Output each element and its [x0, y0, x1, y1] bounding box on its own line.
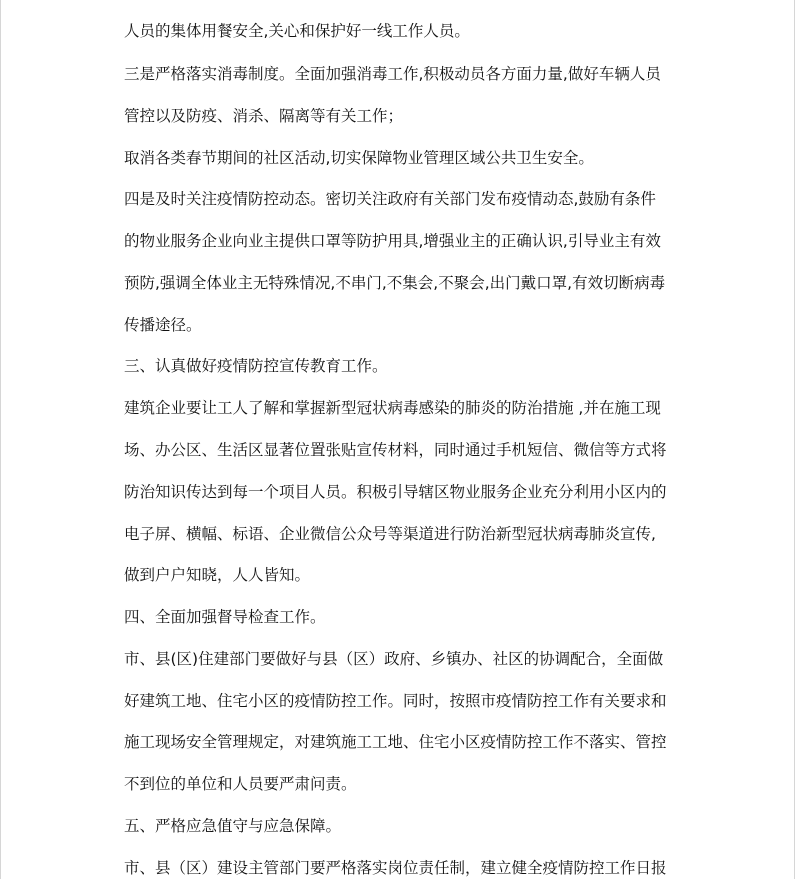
- text-line: 管控以及防疫、消杀、隔离等有关工作；: [124, 107, 404, 125]
- text-line: 预防,强调全体业主无特殊情况,不串门,不集会,不聚会,出门戴口罩,有效切断病毒: [124, 274, 666, 292]
- text-line: 不到位的单位和人员要严肃问责。: [124, 775, 357, 793]
- text-line: 场、办公区、生活区显著位置张贴宣传材料，同时通过手机短信、微信等方式将: [124, 441, 667, 459]
- section-heading: 三、认真做好疫情防控宣传教育工作。: [124, 357, 388, 375]
- text-line: 传播途径。: [124, 316, 202, 334]
- section-heading: 五、严格应急值守与应急保障。: [124, 817, 342, 835]
- text-line: 做到户户知晓，人人皆知。: [124, 566, 311, 584]
- text-line: 电子屏、横幅、标语、企业微信公众号等渠道进行防治新型冠状病毒肺炎宣传,: [124, 525, 656, 543]
- section-heading: 四、全面加强督导检查工作。: [124, 608, 326, 626]
- text-line: 施工现场安全管理规定，对建筑施工工地、住宅小区疫情防控工作不落实、管控: [124, 733, 667, 751]
- text-line: 好建筑工地、住宅小区的疫情防控工作。同时，按照市疫情防控工作有关要求和: [124, 692, 667, 710]
- text-line: 取消各类春节期间的社区活动,切实保障物业管理区域公共卫生安全。: [124, 149, 594, 167]
- text-line: 市、县(区)住建部门要做好与县（区）政府、乡镇办、社区的协调配合，全面做: [124, 650, 664, 668]
- text-line: 四是及时关注疫情防控动态。密切关注政府有关部门发布疫情动态,鼓励有条件: [124, 190, 656, 208]
- text-line: 市、县（区）建设主管部门要严格落实岗位责任制，建立健全疫情防控工作日报: [124, 859, 667, 877]
- text-line: 防治知识传达到每一个项目人员。积极引导辖区物业服务企业充分利用小区内的: [124, 483, 667, 501]
- text-line: 的物业服务企业向业主提供口罩等防护用具,增强业主的正确认识,引导业主有效: [124, 232, 661, 250]
- text-line: 人员的集体用餐安全,关心和保护好一线工作人员。: [124, 22, 470, 40]
- text-line: 建筑企业要让工人了解和掌握新型冠状病毒感染的肺炎的防治措施 ,并在施工现: [124, 399, 661, 417]
- text-line: 三是严格落实消毒制度。全面加强消毒工作,积极动员各方面力量,做好车辆人员: [124, 65, 661, 83]
